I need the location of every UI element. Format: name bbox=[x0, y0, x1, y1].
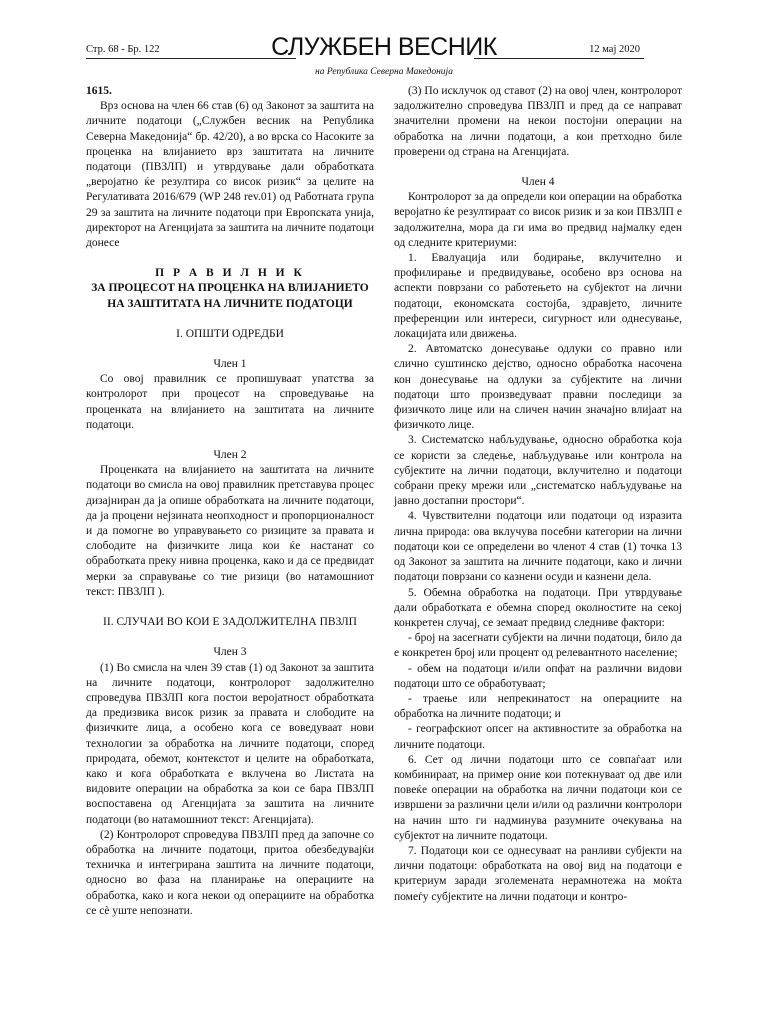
article-3-paragraph-1: (1) Во смисла на член 39 став (1) од Законот за заштита на личните податоци, контролорот задолжително спроведува ПВЗЛП кога постои веројатност обработката да предизвика висок ризик за правата и слободите на физичките лица, а особено кога се воведуваат нови технологии за обработка на личните податоци, според природата, обемот, контекстот и целите на обработката, како и кога обработката е вклучена во Листата на видовите операции на обработка за кои се бара ПВЗЛП воспоставена од Агенцијата за заштита на личните податоци (во натамошниот текст: Агенцијата). bbox=[86, 661, 374, 826]
criterion-5-factor-c: - траење или непрекинатост на операциите на обработка на личните податоци; и bbox=[394, 692, 682, 721]
article-4-intro: Контролорот за да определи кои операции на обработка веројатно ќе резултираат со висок ризик и за кои ПВЗЛП е задолжителна, мора да ги има во предвид најмалку еден од следните критериуми: bbox=[394, 191, 682, 249]
criterion-5-factor-a: - број на засегнати субјекти на лични податоци, било да е конкретен број или процент од релевантното население; bbox=[394, 632, 682, 660]
article-3-heading: Член 3 bbox=[213, 646, 247, 659]
article-2-heading: Член 2 bbox=[213, 449, 247, 462]
article-3-paragraph-2: (2) Контролорот спроведува ПВЗЛП пред да започне со обработка на личните податоци, притоа обезбедувајќи техничка и интегрирана заштита на личните податоци, односно во фаза на планирање на операциите на обработка, како и кога некои од операциите на обработка се сè уште непознати. bbox=[86, 828, 374, 917]
gazette-header bbox=[0, 0, 768, 90]
criterion-5-factor-b: - обем на податоци и/или опфат на различни видови податоци што се обработуваат; bbox=[394, 662, 682, 690]
document-subtitle: ЗА ПРОЦЕСОТ НА ПРОЦЕНКА НА ВЛИЈАНИЕТО НА ЗАШТИТАТА НА ЛИЧНИТЕ ПОДАТОЦИ bbox=[91, 282, 369, 310]
preamble: Врз основа на член 66 став (6) од Законот за заштита на личните податоци („Службен весник на Република Северна Македонија“ бр. 42/20), а во врска со Насоките за проценка на влијанието врз заштитата на личните податоци (ПВЗЛП) и утврдување дали обработката „веројатно ќе резултира со висок ризик“ за целите на Регулативата 2016/679 (WP 248 rev.01) од Работната група 29 за заштита на личните податоци при Европската унија, директорот на Агенцијата за заштита на личните податоци донесе bbox=[86, 100, 374, 250]
criterion-4: 4. Чувствителни податоци или податоци од изразита лична природа: ова вклучува посебни категории на лични податоци кои се определени во членот 4 став (1) точка 13 од Законот за заштита на личните податоци, како и лични податоци поврзани со казнени осуди и казнени дела. bbox=[394, 510, 682, 584]
section-heading-1: I. ОПШТИ ОДРЕДБИ bbox=[176, 327, 284, 340]
right-column bbox=[394, 84, 682, 905]
article-2-text: Проценката на влијанието на заштитата на личните податоци во смисла на овој правилник претставува процес дизајниран да ја опише обработката на личните податоци, да ја процени нејзината неопходност и пропорционалност и да помогне во управувањето со ризиците за правата и слободите на физичките лица кои ќе настанат со обработката преку нивна проценка, како и да се предвидат мерки за справување со тие ризици (во натамошниот текст: ПВЗЛП ). bbox=[86, 464, 374, 598]
criterion-5: 5. Обемна обработка на податоци. При утврдување дали обработката е обемна според околностите на секој конкретен случај, се земаат предвид следниве фактори: bbox=[394, 586, 682, 629]
section-heading-2: II. СЛУЧАИ ВО КОИ Е ЗАДОЛЖИТЕЛНА ПВЗЛП bbox=[103, 616, 357, 629]
document-title: П Р А В И Л Н И К bbox=[155, 267, 305, 280]
criterion-2: 2. Автоматско донесување одлуки со правно или слично суштинско дејство, односно обработка насочена кон донесување на одлуки за субјектите на лични податоци што произведуваат правни последици за физичкото лице или на сличен начин значајно влијаат на физичкото лице. bbox=[394, 343, 682, 432]
criterion-7: 7. Податоци кои се однесуваат на ранливи субјекти на лични податоци: обработката на овој вид на податоци е критериум заради зголемената нерамнотежа на моќта помеѓу субјектите на лични податоци и контро- bbox=[394, 844, 682, 903]
criterion-3: 3. Систематско набљудување, односно обработка која се користи за следење, набљудување или контрола на субјектите на лични податоци, вклучително и податоци собрани преку мрежи или „систематско набљудување на јавно достапни простори“. bbox=[394, 434, 682, 508]
article-3-paragraph-3: (3) По исклучок од ставот (2) на овој член, контролорот задолжително спроведува ПВЗЛП и пред да се направат значителни промени на некои постојни операции на обработка на лични податоци, а кои претходно биле проверени од страна на Агенцијата. bbox=[394, 85, 682, 158]
article-1-heading: Член 1 bbox=[213, 358, 247, 371]
issue-date: 12 мај 2020 bbox=[589, 44, 640, 55]
criterion-1: 1. Евалуација или бодирање, вклучително и профилирање и предвидување, особено врз основа на аспекти поврзани со работењето на субјектот на лични податоци, економската состојба, здравјето, личните преференции или интереси, сигурност или однесување, локацијата или движења. bbox=[394, 252, 682, 341]
gazette-subtitle: на Република Северна Македонија bbox=[315, 67, 453, 77]
gazette-title: СЛУЖБЕН ВЕСНИК bbox=[271, 33, 497, 61]
header-rule-right bbox=[474, 58, 644, 59]
page-issue-number: Стр. 68 - Бр. 122 bbox=[86, 44, 160, 55]
criterion-6: 6. Сет од лични податоци што се совпаѓаат или комбинираат, на пример оние кои потекнуваат од две или повеќе операции на обработка на лични податоци кои се извршени за различни цели и/или од различни контролори на начин што ги надминува разумните очекувања на субјектот на личните податоци. bbox=[394, 753, 682, 842]
article-1-text: Со овој правилник се пропишуваат упатства за контролорот при процесот на спроведување на проценката на влијанието на заштитата на личните податоци. bbox=[86, 373, 374, 431]
article-4-heading: Член 4 bbox=[521, 176, 555, 189]
criterion-5-factor-d: - географскиот опсег на активностите за обработка на личните податоци. bbox=[394, 723, 682, 751]
act-number: 1615. bbox=[86, 85, 112, 97]
left-column bbox=[86, 84, 374, 919]
